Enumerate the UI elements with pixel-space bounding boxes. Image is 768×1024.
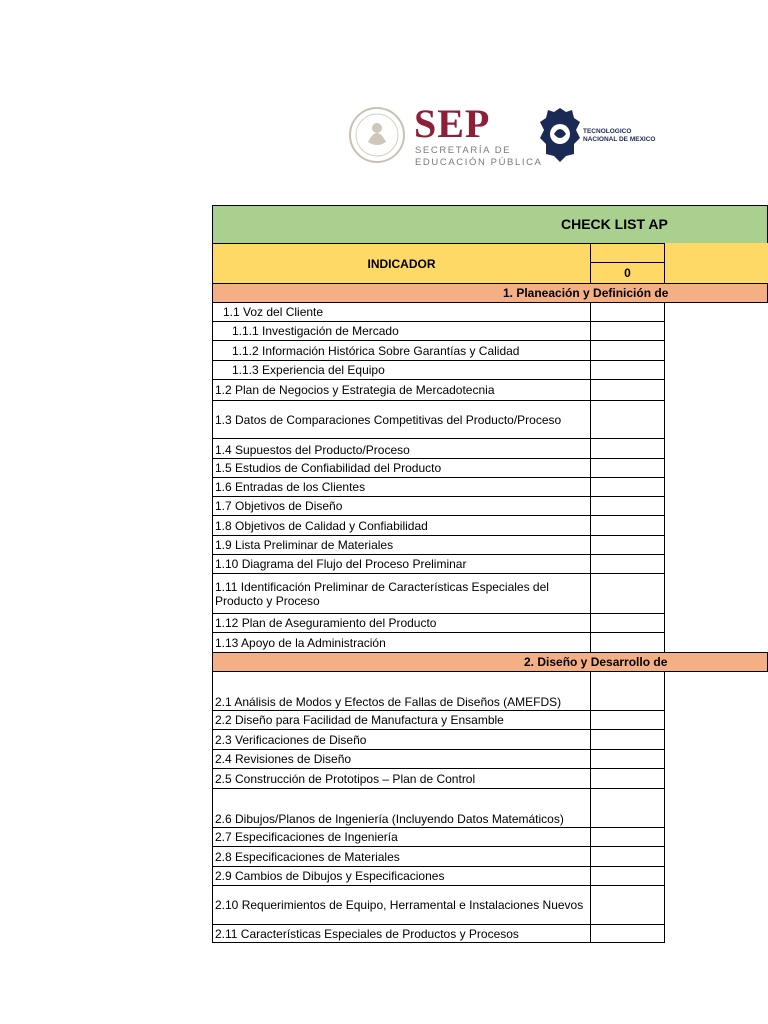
indicator-cell: 2.7 Especificaciones de Ingeniería — [212, 827, 591, 847]
value-cell[interactable] — [590, 671, 665, 711]
indicator-cell: 1.2 Plan de Negocios y Estrategia de Mercadotecnia — [212, 379, 591, 401]
indicator-cell: 1.6 Entradas de los Clientes — [212, 477, 591, 497]
table-row — [212, 302, 768, 322]
table-row — [212, 729, 768, 750]
tecnm-logo-text: TECNOLOGICO NACIONAL DE MEXICO — [583, 128, 656, 143]
indicator-cell: 1.5 Estudios de Confiabilidad del Producto — [212, 458, 591, 478]
indicator-cell: 2.1 Análisis de Modos y Efectos de Fallas de Diseños (AMEFDS) — [212, 671, 591, 711]
header-logos — [340, 98, 670, 178]
value-cell[interactable] — [590, 400, 665, 439]
indicator-cell: 1.11 Identificación Preliminar de Características Especiales del Producto y Proceso — [212, 573, 591, 614]
tecnm-gear-icon — [540, 104, 580, 166]
table-row — [212, 496, 768, 516]
table-row — [212, 379, 768, 401]
table-row — [212, 458, 768, 478]
value-cell[interactable] — [590, 768, 665, 789]
table-row — [212, 866, 768, 886]
sep-logo-subtitle: SECRETARÍA DE EDUCACIÓN PÚBLICA — [415, 145, 543, 168]
indicator-cell: 1.9 Lista Preliminar de Materiales — [212, 535, 591, 555]
indicator-cell: 1.4 Supuestos del Producto/Proceso — [212, 438, 591, 459]
value-cell[interactable] — [590, 535, 665, 555]
value-header-top — [590, 243, 665, 263]
table-row — [212, 788, 768, 828]
indicator-cell: 1.1.1 Investigación de Mercado — [212, 321, 591, 341]
table-row — [212, 535, 768, 555]
indicator-header: INDICADOR — [212, 243, 591, 284]
indicator-cell: 2.9 Cambios de Dibujos y Especificaciones — [212, 866, 591, 886]
table-row — [212, 749, 768, 769]
section-header-2: 2. Diseño y Desarrollo de — [212, 652, 768, 672]
indicator-cell: 1.7 Objetivos de Diseño — [212, 496, 591, 516]
indicator-cell: 1.12 Plan de Aseguramiento del Producto — [212, 613, 591, 633]
value-cell[interactable] — [590, 458, 665, 478]
sheet-title: CHECK LIST AP — [561, 216, 668, 232]
value-cell[interactable] — [590, 749, 665, 769]
indicator-cell: 2.11 Características Especiales de Productos y Procesos — [212, 924, 591, 943]
indicator-cell: 1.1.3 Experiencia del Equipo — [212, 360, 591, 380]
value-cell[interactable] — [590, 496, 665, 516]
value-cell[interactable] — [590, 866, 665, 886]
table-row — [212, 477, 768, 497]
value-cell[interactable] — [590, 788, 665, 828]
indicator-cell: 1.1.2 Información Histórica Sobre Garantías y Calidad — [212, 340, 591, 361]
value-cell[interactable] — [590, 340, 665, 361]
sep-logo-word: SEP — [414, 101, 491, 146]
indicator-cell: 2.2 Diseño para Facilidad de Manufactura y Ensamble — [212, 710, 591, 730]
value-cell[interactable] — [590, 827, 665, 847]
indicator-cell: 2.3 Verificaciones de Diseño — [212, 729, 591, 750]
table-row — [212, 360, 768, 380]
value-cell[interactable] — [590, 924, 665, 943]
table-row — [212, 573, 768, 614]
table-row — [212, 885, 768, 925]
value-cell[interactable] — [590, 632, 665, 653]
value-header: 0 — [590, 262, 665, 284]
table-row — [212, 554, 768, 574]
section-header-1: 1. Planeación y Definición de — [212, 283, 768, 303]
table-row — [212, 438, 768, 459]
value-cell[interactable] — [590, 321, 665, 341]
sheet-title-row — [212, 205, 768, 244]
indicator-cell: 2.10 Requerimientos de Equipo, Herramental e Instalaciones Nuevos — [212, 885, 591, 925]
table-row — [212, 613, 768, 633]
value-cell[interactable] — [590, 710, 665, 730]
value-cell[interactable] — [590, 613, 665, 633]
table-row — [212, 632, 768, 653]
indicator-cell: 2.5 Construcción de Prototipos – Plan de Control — [212, 768, 591, 789]
value-cell[interactable] — [590, 846, 665, 867]
value-cell[interactable] — [590, 477, 665, 497]
table-row — [212, 924, 768, 943]
table-row — [212, 515, 768, 536]
value-cell[interactable] — [590, 438, 665, 459]
mexico-seal-icon — [348, 106, 406, 164]
value-cell[interactable] — [590, 515, 665, 536]
table-row — [212, 321, 768, 341]
table-row — [212, 400, 768, 439]
indicator-cell: 1.8 Objetivos de Calidad y Confiabilidad — [212, 515, 591, 536]
value-cell[interactable] — [590, 554, 665, 574]
table-row — [212, 846, 768, 867]
indicator-cell: 1.3 Datos de Comparaciones Competitivas del Producto/Proceso — [212, 400, 591, 439]
table-row — [212, 340, 768, 361]
indicator-cell: 2.8 Especificaciones de Materiales — [212, 846, 591, 867]
indicator-cell: 2.4 Revisiones de Diseño — [212, 749, 591, 769]
indicator-cell: 1.1 Voz del Cliente — [212, 302, 591, 322]
column-header-row — [212, 243, 768, 284]
indicator-cell: 1.10 Diagrama del Flujo del Proceso Preliminar — [212, 554, 591, 574]
value-cell[interactable] — [590, 302, 665, 322]
table-row — [212, 710, 768, 730]
value-cell[interactable] — [590, 379, 665, 401]
value-cell[interactable] — [590, 360, 665, 380]
indicator-cell: 1.13 Apoyo de la Administración — [212, 632, 591, 653]
table-row — [212, 827, 768, 847]
table-row — [212, 768, 768, 789]
value-cell[interactable] — [590, 885, 665, 925]
indicator-cell: 2.6 Dibujos/Planos de Ingeniería (Incluyendo Datos Matemáticos) — [212, 788, 591, 828]
value-cell[interactable] — [590, 729, 665, 750]
value-cell[interactable] — [590, 573, 665, 614]
table-row — [212, 671, 768, 711]
